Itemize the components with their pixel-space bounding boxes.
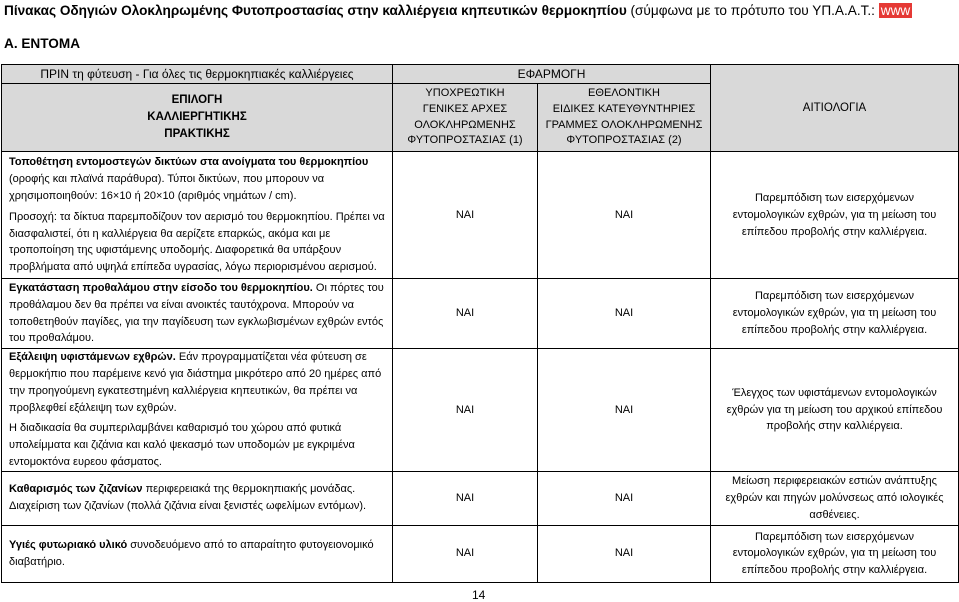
mandatory-header: ΥΠΟΧΡΕΩΤΙΚΗ ΓΕΝΙΚΕΣ ΑΡΧΕΣ ΟΛΟΚΛΗΡΩΜΕΝΗΣ ΦΥΤΟΠΡΟΣΤΑΣΙΑΣ (1) (393, 84, 538, 152)
title-link[interactable]: www (880, 3, 911, 18)
table-row (2, 471, 959, 525)
title-main: Πίνακας Οδηγιών Ολοκληρωμένης Φυτοπροστασίας στην καλλιέργεια κηπευτικών θερμοκηπίου (4, 3, 627, 18)
practice-cell: Εγκατάσταση προθαλάμου στην είσοδο του θερμοκηπίου. Οι πόρτες του προθάλαμου δεν θα πρέπει να είναι ανοικτές ταυτόχρονα. Μπορούν να τοποθετηθούν παγίδες, για την παγίδευση των εγκλωβισμένων εχθρών εντός του προθαλάμου. (2, 279, 393, 349)
mandatory-cell: ΝΑΙ (393, 152, 538, 279)
guidelines-table (1, 64, 959, 583)
reason-cell: Παρεμπόδιση των εισερχόμενων εντομολογικών εχθρών, για τη μείωση του επίπεδου προβολής στην καλλιέργεια. (711, 279, 959, 349)
reason-cell: Παρεμπόδιση των εισερχόμενων εντομολογικών εχθρών, για τη μείωση του επίπεδου προβολής στην καλλιέργεια. (711, 525, 959, 582)
reason-cell: Παρεμπόδιση των εισερχόμενων εντομολογικών εχθρών, για τη μείωση του επίπεδου προβολής στην καλλιέργεια. (711, 152, 959, 279)
practice-cell: Υγιές φυτωριακό υλικό συνοδευόμενο από το απαραίτητο φυτογειονομικό διαβατήριο. (2, 525, 393, 582)
optional-cell: ΝΑΙ (538, 279, 711, 349)
mandatory-cell: ΝΑΙ (393, 279, 538, 349)
practice-header: ΕΠΙΛΟΓΗ ΚΑΛΛΙΕΡΓΗΤΙΚΗΣ ΠΡΑΚΤΙΚΗΣ (2, 84, 393, 152)
practice-cell: Τοποθέτηση εντομοστεγών δικτύων στα ανοίγματα του θερμοκηπίου (οροφής και πλαϊνά παράθυρα). Τύποι δικτύων, που μπορουν να χρησιμοποιηθούν: 16×10 ή 20×10 (αριθμός νημάτων / cm). Προσοχή: τα δίκτυα παρεμποδίζουν τον αερισμό του θερμοκηπίου. Πρέπει να διασφαλιστεί, ότι η καλλιέργεια θα αερίζετε επαρκώς, ακόμα και με τροποποίηση της υφιστάμενης υποδομής. Διαφορετικά θα υπάρξουν προβλήματα από υψηλά επίπεδα υγρασίας, λόγω περιορισμένου αερισμού. (2, 152, 393, 279)
mandatory-cell: ΝΑΙ (393, 525, 538, 582)
title-note: (σύμφωνα με το πρότυπο του ΥΠ.Α.Α.Τ.: (630, 3, 875, 18)
table-row (2, 152, 959, 279)
reason-cell: Μείωση περιφερειακών εστιών ανάπτυξης εχθρών και πηγών μολύνσεως από ιολογικές ασθένειες. (711, 471, 959, 525)
optional-cell: ΝΑΙ (538, 152, 711, 279)
apply-header: ΕΦΑΡΜΟΓΗ (393, 65, 711, 84)
page-number: 14 (472, 588, 486, 602)
mandatory-cell: ΝΑΙ (393, 471, 538, 525)
table-row (2, 349, 959, 472)
page-title (4, 3, 912, 18)
optional-cell: ΝΑΙ (538, 349, 711, 472)
table-row (2, 279, 959, 349)
mandatory-cell: ΝΑΙ (393, 349, 538, 472)
practice-cell: Εξάλειψη υφιστάμενων εχθρών. Εάν προγραμματίζεται νέα φύτευση σε θερμοκήπιο που παρέμεινε κενό για διάστημα μικρότερο από 20 ημέρες από την προηγούμενη εγκατεστημένη καλλιέργεια κηπευτικών, θα πρέπει να προβλεφθεί εξάλειψη των εχθρών. Η διαδικασία θα συμπεριλαμβάνει καθαρισμό του χώρου από φυτικά υπολείμματα και ζιζάνια και καλό ψεκασμό των υποδομών με εγκριμένα εντομοκτόνα ευρεου φάσματος. (2, 349, 393, 472)
table-row (2, 525, 959, 582)
reason-header: ΑΙΤΙΟΛΟΓΙΑ (711, 65, 959, 152)
period-header: ΠΡΙΝ τη φύτευση - Για όλες τις θερμοκηπιακές καλλιέργειες (2, 65, 393, 84)
optional-cell: ΝΑΙ (538, 525, 711, 582)
reason-cell: Έλεγχος των υφιστάμενων εντομολογικών εχθρών για τη μείωση του αρχικού επίπεδου προβολής στην καλλιέργεια. (711, 349, 959, 472)
section-heading: Α. ΕΝΤΟΜΑ (4, 36, 81, 51)
optional-header: ΕΘΕΛΟΝΤΙΚΗ ΕΙΔΙΚΕΣ ΚΑΤΕΥΘΥΝΤΗΡΙΕΣ ΓΡΑΜΜΕΣ ΟΛΟΚΛΗΡΩΜΕΝΗΣ ΦΥΤΟΠΡΟΣΤΑΣΙΑΣ (2) (538, 84, 711, 152)
practice-cell: Καθαρισμός των ζιζανίων περιφερειακά της θερμοκηπιακής μονάδας. Διαχείριση των ζιζανίων (πολλά ζιζάνια είναι ξενιστές ωφελίμων εντόμων). (2, 471, 393, 525)
optional-cell: ΝΑΙ (538, 471, 711, 525)
